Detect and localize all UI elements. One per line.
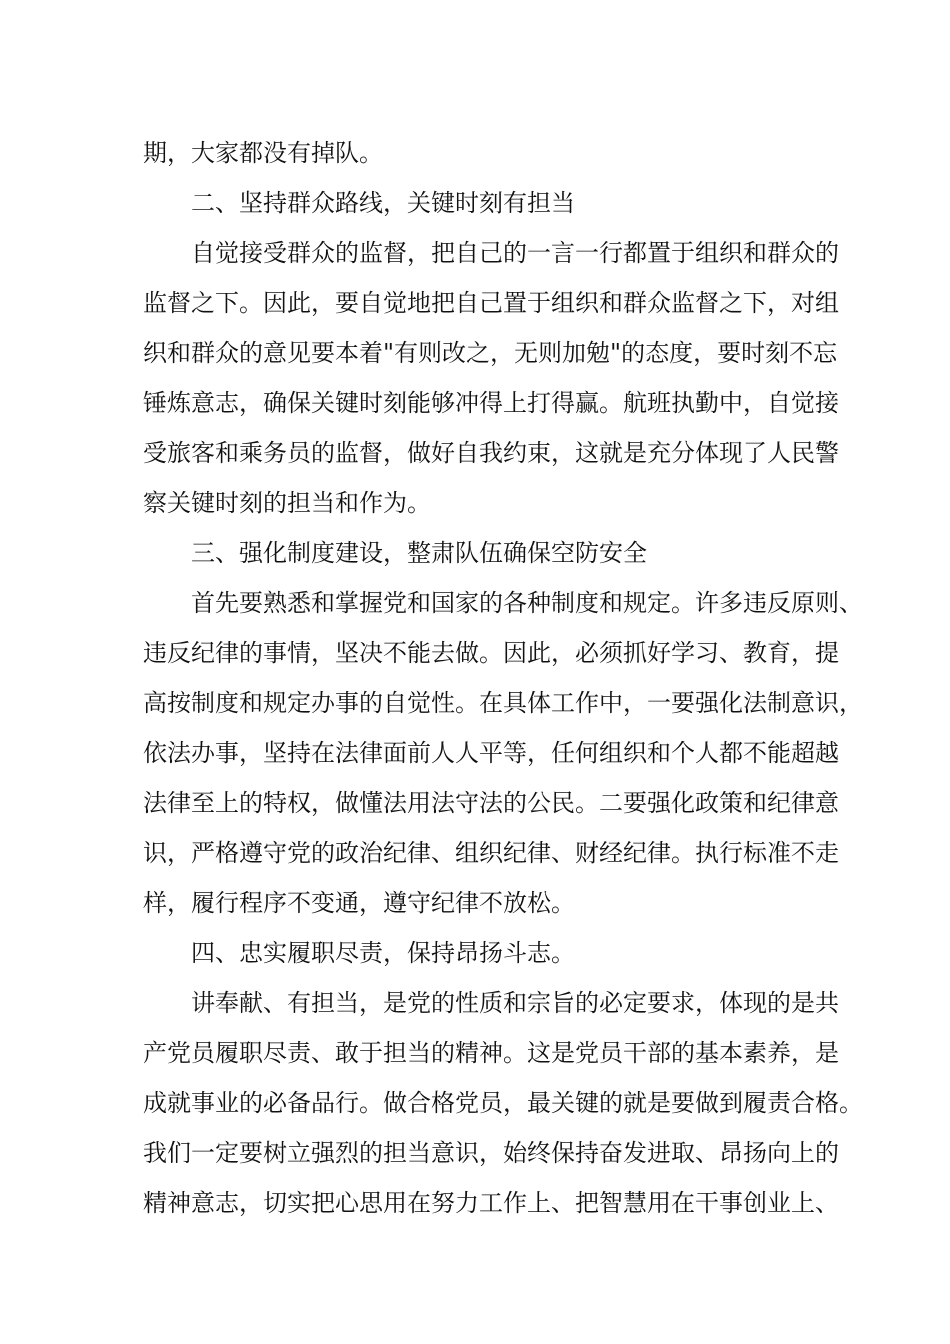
paragraph-line: 首先要熟悉和掌握党和国家的各种制度和规定。许多违反原则、 — [191, 589, 863, 617]
paragraph-line: 依法办事，坚持在法律面前人人平等，任何组织和个人都不能超越 — [143, 739, 839, 767]
paragraph-line: 样，履行程序不变通，遵守纪律不放松。 — [143, 889, 575, 917]
paragraph-line: 讲奉献、有担当，是党的性质和宗旨的必定要求，体现的是共 — [191, 989, 839, 1017]
paragraph-line: 产党员履职尽责、敢于担当的精神。这是党员干部的基本素养，是 — [143, 1039, 839, 1067]
paragraph-line: 我们一定要树立强烈的担当意识，始终保持奋发进取、昂扬向上的 — [143, 1139, 839, 1167]
paragraph-line: 法律至上的特权，做懂法用法守法的公民。二要强化政策和纪律意 — [143, 789, 839, 817]
paragraph-line: 成就事业的必备品行。做合格党员，最关键的就是要做到履责合格。 — [143, 1089, 863, 1117]
paragraph-line: 精神意志，切实把心思用在努力工作上、把智慧用在干事创业上、 — [143, 1189, 839, 1217]
paragraph-line: 违反纪律的事情，坚决不能去做。因此，必须抓好学习、教育，提 — [143, 639, 839, 667]
section-heading: 二、坚持群众路线，关键时刻有担当 — [191, 189, 575, 217]
section-heading: 三、强化制度建设，整肃队伍确保空防安全 — [191, 539, 647, 567]
paragraph-line: 识，严格遵守党的政治纪律、组织纪律、财经纪律。执行标准不走 — [143, 839, 839, 867]
section-heading: 四、忠实履职尽责，保持昂扬斗志。 — [191, 939, 575, 967]
paragraph-line: 锤炼意志，确保关键时刻能够冲得上打得赢。航班执勤中，自觉接 — [143, 389, 839, 417]
paragraph-line: 自觉接受群众的监督，把自己的一言一行都置于组织和群众的 — [191, 239, 839, 267]
paragraph-line: 织和群众的意见要本着"有则改之，无则加勉"的态度，要时刻不忘 — [143, 339, 838, 367]
paragraph-line: 监督之下。因此，要自觉地把自己置于组织和群众监督之下，对组 — [143, 289, 839, 317]
paragraph-line: 高按制度和规定办事的自觉性。在具体工作中，一要强化法制意识， — [143, 689, 863, 717]
paragraph-line: 察关键时刻的担当和作为。 — [143, 489, 431, 517]
paragraph-line: 期，大家都没有掉队。 — [143, 139, 383, 167]
paragraph-line: 受旅客和乘务员的监督，做好自我约束，这就是充分体现了人民警 — [143, 439, 839, 467]
